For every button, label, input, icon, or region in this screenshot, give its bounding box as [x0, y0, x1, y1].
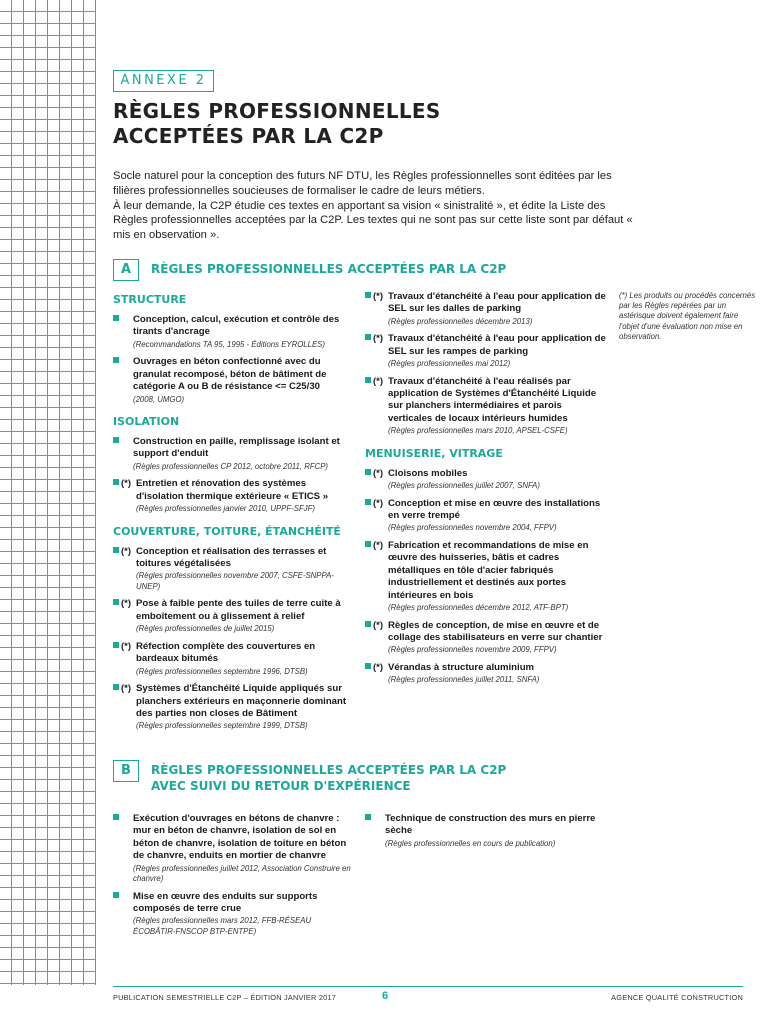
- item-reference: (Règles professionnelles de juillet 2015): [136, 624, 275, 634]
- item-reference: (Règles professionnelles janvier 2010, UPPF-SFJF): [136, 504, 315, 514]
- item-reference: (Recommandations TA 95, 1995 - Éditions EYROLLES): [133, 339, 325, 349]
- item-reference: (Règles professionnelles novembre 2009, FFPV): [388, 645, 557, 655]
- asterisk-marker: (*): [373, 497, 384, 509]
- item-body: [388, 620, 608, 656]
- item-marker: [113, 314, 133, 327]
- asterisk-marker: (*): [373, 619, 384, 631]
- list-item: [113, 314, 353, 350]
- category-group: [365, 291, 608, 437]
- list-item: [365, 540, 608, 614]
- footer-divider: [113, 986, 743, 987]
- footer-publisher: AGENCE QUALITÉ CONSTRUCTION: [611, 993, 743, 1002]
- square-bullet-icon: [365, 621, 371, 627]
- item-body: [388, 498, 608, 534]
- item-reference: (Règles professionnelles en cours de publication): [385, 838, 556, 848]
- item-title: Entretien et rénovation des systèmes d'isolation thermique extérieure « ETICS »: [136, 478, 329, 502]
- asterisk-marker: (*): [373, 467, 384, 479]
- item-marker: [113, 478, 136, 491]
- item-body: [133, 813, 353, 885]
- item-body: [136, 478, 353, 514]
- list-item: [113, 436, 353, 472]
- category-group: [113, 813, 353, 937]
- item-marker: [113, 641, 136, 654]
- list-item: [365, 498, 608, 534]
- item-marker: [365, 498, 388, 511]
- item-title: Règles de conception, de mise en œuvre et de collage des stabilisateurs en verre sur chantier: [388, 619, 603, 643]
- square-bullet-icon: [365, 334, 371, 340]
- item-reference: (Règles professionnelles décembre 2012, ATF-BPT): [388, 603, 569, 612]
- item-marker: [113, 683, 136, 696]
- item-title: Travaux d'étanchéité à l'eau réalisés par application de Systèmes d'Étanchéité Liquide sur planchers intermédiaires et parois verticales de locaux intérieurs humides: [388, 375, 597, 424]
- asterisk-marker: (*): [373, 291, 384, 302]
- square-bullet-icon: [113, 814, 119, 820]
- section-b-right-column: [365, 813, 608, 859]
- item-body: [136, 641, 353, 677]
- item-body: [133, 436, 353, 472]
- square-bullet-icon: [365, 292, 371, 298]
- intro-paragraph-1: Socle naturel pour la conception des futurs NF DTU, les Règles professionnelles sont éditées par les filières professionnelles soucieuses de formaliser le cadre de leurs métiers.: [113, 170, 612, 197]
- item-title: Systèmes d'Étanchéité Liquide appliqués sur planchers extérieurs en maçonnerie dominant des parties non closes de Bâtiment: [136, 683, 347, 719]
- item-marker: [113, 356, 133, 369]
- square-bullet-icon: [113, 684, 119, 690]
- asterisk-marker: (*): [121, 598, 132, 610]
- section-b-title: RÈGLES PROFESSIONNELLES ACCEPTÉES PAR LA C2P AVEC SUIVI DU RETOUR D'EXPÉRIENCE: [151, 763, 507, 793]
- square-bullet-icon: [113, 599, 119, 605]
- list-item: [113, 891, 353, 938]
- square-bullet-icon: [113, 642, 119, 648]
- item-reference: (Règles professionnelles septembre 1996, DTSB): [136, 666, 308, 676]
- category-heading: ISOLATION: [113, 415, 180, 429]
- square-bullet-icon: [113, 547, 119, 553]
- section-b-heading: [113, 760, 506, 794]
- list-item: [113, 813, 353, 885]
- category-group: [113, 415, 353, 515]
- item-reference: (Règles professionnelles juillet 2007, SNFA): [388, 481, 540, 491]
- list-item: [113, 598, 353, 634]
- item-marker: [365, 468, 388, 481]
- list-item: [365, 620, 608, 656]
- square-bullet-icon: [365, 663, 371, 669]
- item-marker: [113, 891, 133, 904]
- list-item: [113, 641, 353, 677]
- item-body: [136, 598, 353, 634]
- item-body: [388, 468, 608, 492]
- item-body: [388, 333, 608, 369]
- item-reference: (Règles professionnelles novembre 2007, CSFE-SNPPA-UNEP): [136, 571, 334, 591]
- footer-publication: PUBLICATION SEMESTRIELLE C2P – ÉDITION JANVIER 2017: [113, 993, 337, 1002]
- item-title: Travaux d'étanchéité à l'eau pour application de SEL sur les dalles de parking: [388, 291, 606, 315]
- item-reference: (Règles professionnelles mai 2012): [388, 359, 511, 369]
- asterisk-marker: (*): [373, 375, 384, 387]
- list-item: [365, 376, 608, 437]
- list-item: [365, 468, 608, 492]
- item-title: Conception et réalisation des terrasses et toitures végétalisées: [136, 545, 327, 570]
- item-marker: [113, 436, 133, 449]
- item-marker: [113, 598, 136, 611]
- item-marker: [365, 662, 388, 675]
- item-marker: [113, 546, 136, 559]
- category-heading: COUVERTURE, TOITURE, ÉTANCHÉITÉ: [113, 524, 341, 538]
- item-title: Pose à faible pente des tuiles de terre cuite à emboîtement ou à glissement à relief: [136, 598, 341, 622]
- item-title: Technique de construction des murs en pierre sèche: [385, 813, 596, 837]
- item-body: [388, 376, 608, 437]
- item-reference: (Règles professionnelles CP 2012, octobre 2011, RFCP): [133, 461, 329, 471]
- asterisk-note: (*) Les produits ou procédés concernés par les Règles repérées par un astérisque doivent également faire l'objet d'une évaluation non mise en observation.: [619, 291, 756, 341]
- item-title: Conception et mise en œuvre des installations en verre trempé: [388, 497, 601, 522]
- square-bullet-icon: [113, 357, 119, 363]
- item-body: [388, 291, 608, 327]
- item-reference: (Règles professionnelles décembre 2013): [388, 316, 533, 326]
- page-number: 6: [381, 990, 389, 1002]
- item-reference: (Règles professionnelles juillet 2012, Association Construire en chanvre): [133, 863, 351, 884]
- list-item: [365, 333, 608, 369]
- list-item: [113, 356, 353, 405]
- item-title: Travaux d'étanchéité à l'eau pour application de SEL sur les rampes de parking: [388, 333, 606, 357]
- item-reference: (Règles professionnelles mars 2012, FFB-RÉSEAU ÉCOBÂTIR-FNSCOP BTP-ENTPE): [133, 916, 312, 936]
- section-b-left-column: [113, 813, 353, 947]
- square-bullet-icon: [113, 892, 119, 898]
- asterisk-marker: (*): [121, 478, 132, 490]
- item-body: [388, 662, 608, 686]
- square-bullet-icon: [365, 499, 371, 505]
- asterisk-marker: (*): [373, 661, 384, 673]
- item-reference: (Règles professionnelles novembre 2004, FFPV): [388, 523, 557, 533]
- square-bullet-icon: [365, 814, 371, 820]
- item-marker: [365, 620, 388, 633]
- category-group: [113, 525, 353, 732]
- item-marker: [365, 291, 388, 304]
- list-item: [113, 478, 353, 514]
- item-marker: [365, 540, 388, 553]
- item-marker: [365, 333, 388, 346]
- item-reference: (Règles professionnelles septembre 1999, DTSB): [136, 721, 308, 731]
- asterisk-marker: (*): [121, 683, 132, 695]
- item-title: Mise en œuvre des enduits sur supports composés de terre crue: [133, 890, 318, 915]
- square-bullet-icon: [365, 469, 371, 475]
- list-item: [113, 546, 353, 593]
- category-group: [365, 813, 608, 849]
- item-reference: (Règles professionnelles juillet 2011, SNFA): [388, 675, 540, 685]
- item-title: Vérandas à structure aluminium: [388, 661, 535, 673]
- item-marker: [365, 376, 388, 389]
- page-title: RÈGLES PROFESSIONNELLES ACCEPTÉES PAR LA C2P: [113, 99, 441, 148]
- category-heading: STRUCTURE: [113, 293, 187, 306]
- square-bullet-icon: [365, 377, 371, 383]
- square-bullet-icon: [113, 479, 119, 485]
- item-title: Réfection complète des couvertures en bardeaux bitumés: [136, 640, 316, 665]
- section-a-left-column: [113, 293, 353, 742]
- section-a-heading: [113, 259, 506, 281]
- list-item: [113, 683, 353, 732]
- item-body: [133, 891, 353, 938]
- item-reference: (Règles professionnelles mars 2010, APSEL-CSFE): [388, 426, 568, 436]
- square-bullet-icon: [113, 437, 119, 443]
- item-body: [136, 683, 353, 732]
- item-body: [133, 356, 353, 405]
- annexe-label: ANNEXE 2: [113, 70, 214, 92]
- item-title: Ouvrages en béton confectionné avec du granulat recomposé, béton de bâtiment de catégorie A ou B de résistance <= C25/30: [133, 356, 327, 393]
- list-item: [365, 291, 608, 327]
- section-a-right-column: [365, 291, 608, 696]
- square-bullet-icon: [365, 541, 371, 547]
- category-group: [365, 447, 608, 686]
- item-reference: (2008, UMGO): [133, 394, 185, 404]
- section-b-letter: B: [113, 760, 139, 782]
- list-item: [365, 813, 608, 849]
- item-marker: [113, 813, 133, 826]
- asterisk-marker: (*): [121, 640, 132, 652]
- section-a-title: RÈGLES PROFESSIONNELLES ACCEPTÉES PAR LA C2P: [151, 262, 507, 276]
- item-body: [385, 813, 608, 849]
- item-title: Conception, calcul, exécution et contrôle des tirants d'ancrage: [133, 314, 340, 338]
- asterisk-marker: (*): [373, 333, 384, 345]
- intro-text: [113, 169, 643, 243]
- asterisk-marker: (*): [373, 539, 384, 551]
- square-bullet-icon: [113, 315, 119, 321]
- asterisk-marker: (*): [121, 545, 132, 557]
- item-title: Exécution d'ouvrages en bétons de chanvre : mur en béton de chanvre, isolation de sol en béton de chanvre, isolation de toiture en béton de chanvre, enduits en mortier de chanvre: [133, 813, 347, 862]
- item-body: [133, 314, 353, 350]
- item-body: [388, 540, 608, 614]
- item-title: Construction en paille, remplissage isolant et support d'enduit: [133, 436, 340, 460]
- list-item: [365, 662, 608, 686]
- item-title: Cloisons mobiles: [388, 467, 468, 479]
- section-a-letter: A: [113, 259, 139, 281]
- category-group: [113, 293, 353, 405]
- item-marker: [365, 813, 385, 826]
- category-heading: MENUISERIE, VITRAGE: [365, 446, 503, 460]
- intro-paragraph-2: À leur demande, la C2P étudie ces textes en apportant sa vision « sinistralité », et édite la Liste des Règles professionnelles acceptées par la C2P. Les textes qui ne sont pas sur cette liste sont par défaut « mis en observation ».: [113, 199, 633, 242]
- item-title: Fabrication et recommandations de mise en œuvre des huisseries, bâtis et cadres métalliques en tôle d'acier fabriqués industriellement et destinés aux portes intérieures en bois: [388, 539, 589, 601]
- grid-pattern-decoration: [0, 0, 96, 985]
- item-body: [136, 546, 353, 593]
